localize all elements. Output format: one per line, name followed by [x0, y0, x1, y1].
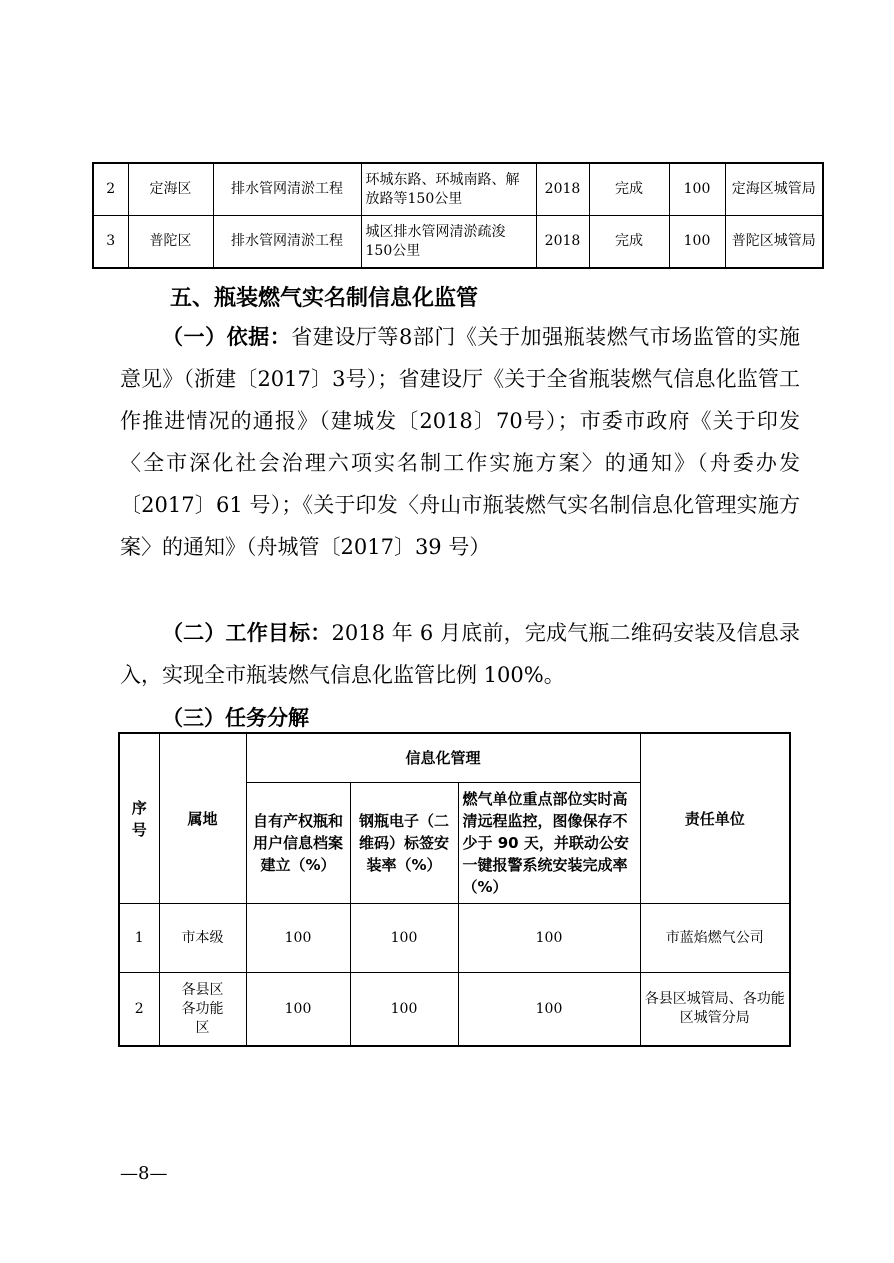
cell-no: 2 [119, 973, 159, 1047]
cell-year: 2018 [536, 216, 589, 269]
tasks-heading: （三）任务分解 [162, 706, 309, 730]
table-row [93, 216, 823, 269]
cell-unit: 定海区城管局 [725, 163, 823, 216]
goal-paragraph [120, 612, 800, 696]
cell-c1: 100 [246, 973, 350, 1047]
table-row [93, 163, 823, 216]
cell-c3: 100 [458, 973, 640, 1047]
cell-unit: 市蓝焰燃气公司 [640, 904, 790, 973]
basis-text: 省建设厅等8部门《关于加强瓶装燃气市场监管的实施意见》（浙建〔2017〕3号）；省建设厅《关于全省瓶装燃气信息化监管工作推进情况的通报》（建城发〔2018〕70号）；市委市政府《关于印发〈全市深化社会治理六项实名制工作实施方案〉的通知》（舟委办发〔2017〕61 号）；《关于印发〈舟山市瓶装燃气实名制信息化管理实施方案〉的通知》（舟城管〔2017〕39 号） [120, 325, 801, 559]
task-table [118, 732, 791, 1047]
cell-c2: 100 [350, 904, 458, 973]
cell-district: 定海区 [128, 163, 213, 216]
header-row [119, 733, 790, 783]
basis-paragraph [120, 316, 800, 568]
page-number: —8— [120, 1163, 168, 1184]
goal-text: 2018 年 6 月底前，完成气瓶二维码安装及信息录入，实现全市瓶装燃气信息化监管比例 100%。 [120, 621, 800, 687]
header-col1: 自有产权瓶和用户信息档案建立（%） [246, 783, 350, 904]
cell-unit: 普陀区城管局 [725, 216, 823, 269]
table-row [119, 904, 790, 973]
cell-content: 城区排水管网清淤疏浚150公里 [361, 216, 536, 269]
cell-area: 各县区各功能区 [159, 973, 246, 1047]
cell-project: 排水管网清淤工程 [213, 163, 361, 216]
cell-status: 完成 [589, 216, 669, 269]
cell-pct: 100 [669, 216, 725, 269]
cell-status: 完成 [589, 163, 669, 216]
cell-year: 2018 [536, 163, 589, 216]
section-heading: 五、瓶装燃气实名制信息化监管 [170, 286, 479, 311]
cell-c2: 100 [350, 973, 458, 1047]
header-col3: 燃气单位重点部位实时高清远程监控，图像保存不少于 90 天，并联动公安一键报警系统安装完成率（%） [458, 783, 640, 904]
header-no: 序号 [119, 733, 159, 904]
cell-c1: 100 [246, 904, 350, 973]
header-unit: 责任单位 [640, 733, 790, 904]
cell-district: 普陀区 [128, 216, 213, 269]
header-group: 信息化管理 [246, 733, 640, 783]
project-table [92, 162, 824, 269]
cell-content: 环城东路、环城南路、解放路等150公里 [361, 163, 536, 216]
header-col2: 钢瓶电子（二维码）标签安装率（%） [350, 783, 458, 904]
cell-no: 2 [93, 163, 128, 216]
basis-label: （一）依据： [162, 325, 292, 349]
cell-area: 市本级 [159, 904, 246, 973]
cell-c3: 100 [458, 904, 640, 973]
table-row [119, 973, 790, 1047]
goal-label: （二）工作目标： [162, 621, 332, 645]
cell-pct: 100 [669, 163, 725, 216]
cell-project: 排水管网清淤工程 [213, 216, 361, 269]
header-area: 属地 [159, 733, 246, 904]
cell-no: 3 [93, 216, 128, 269]
cell-unit: 各县区城管局、各功能区城管分局 [640, 973, 790, 1047]
cell-no: 1 [119, 904, 159, 973]
